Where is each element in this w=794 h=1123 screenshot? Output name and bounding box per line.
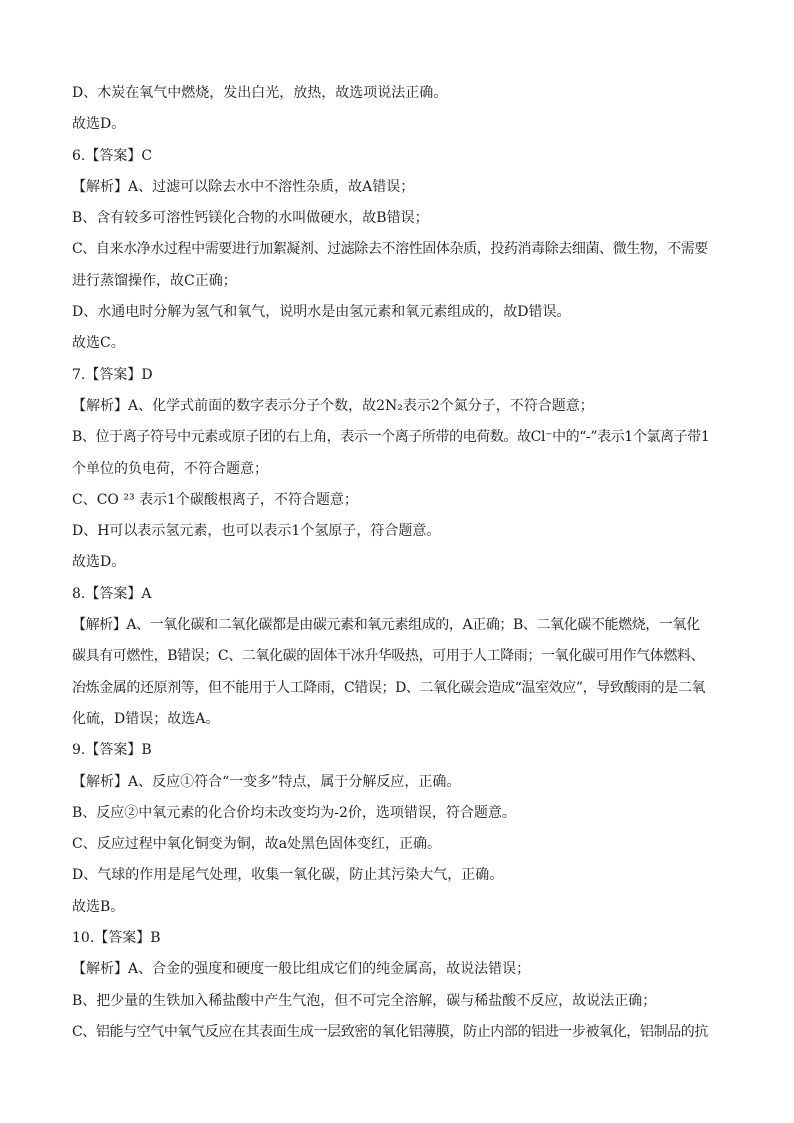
text-line: 冶炼金属的还原剂等，但不能用于人工降雨，C错误；D、二氧化碳会造成“温室效应”，导致酸雨的是二氧 <box>72 679 706 696</box>
text-line: 个单位的负电荷，不符合题意； <box>72 460 268 477</box>
document-page <box>72 78 732 1048</box>
answer-heading-6: 6.【答案】C <box>72 147 153 164</box>
text-line: 【解析】A、合金的强度和硬度一般比组成它们的纯金属高，故说法错误； <box>72 961 531 978</box>
text-line: C、反应过程中氧化铜变为铜，故a处黑色固体变红，正确。 <box>72 836 442 853</box>
text-line: D、水通电时分解为氢气和氧气，说明水是由氢元素和氧元素组成的，故D错误。 <box>72 304 571 321</box>
text-line: 【解析】A、化学式前面的数字表示分子个数，故2N₂表示2个氮分子，不符合题意； <box>72 397 594 414</box>
text-line: 【解析】A、反应①符合“一变多”特点，属于分解反应，正确。 <box>72 773 461 790</box>
text-line: 故选D。 <box>72 116 126 133</box>
text-line: 【解析】A、过滤可以除去水中不溶性杂质，故A错误； <box>72 178 415 195</box>
text-line: D、木炭在氧气中燃烧，发出白光，放热，故选项说法正确。 <box>72 85 448 101</box>
text-line: B、把少量的生铁加入稀盐酸中产生气泡，但不可完全溶解，碳与稀盐酸不反应，故说法正确； <box>72 992 657 1009</box>
text-line: B、反应②中氧元素的化合价均未改变均为-2价，选项错误，符合题意。 <box>72 804 516 821</box>
answer-heading-9: 9.【答案】B <box>72 742 152 759</box>
text-line: C、CO ²³ 表示1个碳酸根离子，不符合题意； <box>72 491 358 508</box>
text-line: C、铝能与空气中氧气反应在其表面生成一层致密的氧化铝薄膜，防止内部的铝进一步被氧化，铝制品的抗 <box>72 1023 708 1040</box>
text-line: 故选D。 <box>72 554 126 571</box>
text-line: B、含有较多可溶性钙镁化合物的水叫做硬水，故B错误； <box>72 210 429 227</box>
answer-heading-10: 10.【答案】B <box>72 930 161 947</box>
text-line: B、位于离子符号中元素或原子团的右上角，表示一个离子所带的电荷数。故Cl⁻中的“-”表示1个氯离子带1 <box>72 429 710 446</box>
text-line: 故选C。 <box>72 335 125 352</box>
text-line: D、H可以表示氢元素，也可以表示1个氢原子，符合题意。 <box>72 523 441 540</box>
answer-heading-7: 7.【答案】D <box>72 366 153 383</box>
text-line: D、气球的作用是尾气处理，收集一氧化碳，防止其污染大气，正确。 <box>72 867 504 884</box>
text-line: 碳具有可燃性，B错误；C、二氧化碳的固体干冰升华吸热，可用于人工降雨；一氧化碳可用作气体燃料、 <box>72 648 705 665</box>
text-line: 【解析】A、一氧化碳和二氧化碳都是由碳元素和氧元素组成的，A正确；B、二氧化碳不能燃烧，一氧化 <box>72 617 700 634</box>
text-line: 故选B。 <box>72 898 125 915</box>
text-line: 进行蒸馏操作，故C正确； <box>72 272 237 289</box>
text-line: 化硫，D错误；故选A。 <box>72 710 220 727</box>
text-line: C、自来水净水过程中需要进行加絮凝剂、过滤除去不溶性固体杂质，投药消毒除去细菌、微生物，不需要 <box>72 241 708 258</box>
answer-heading-8: 8.【答案】A <box>72 585 152 602</box>
